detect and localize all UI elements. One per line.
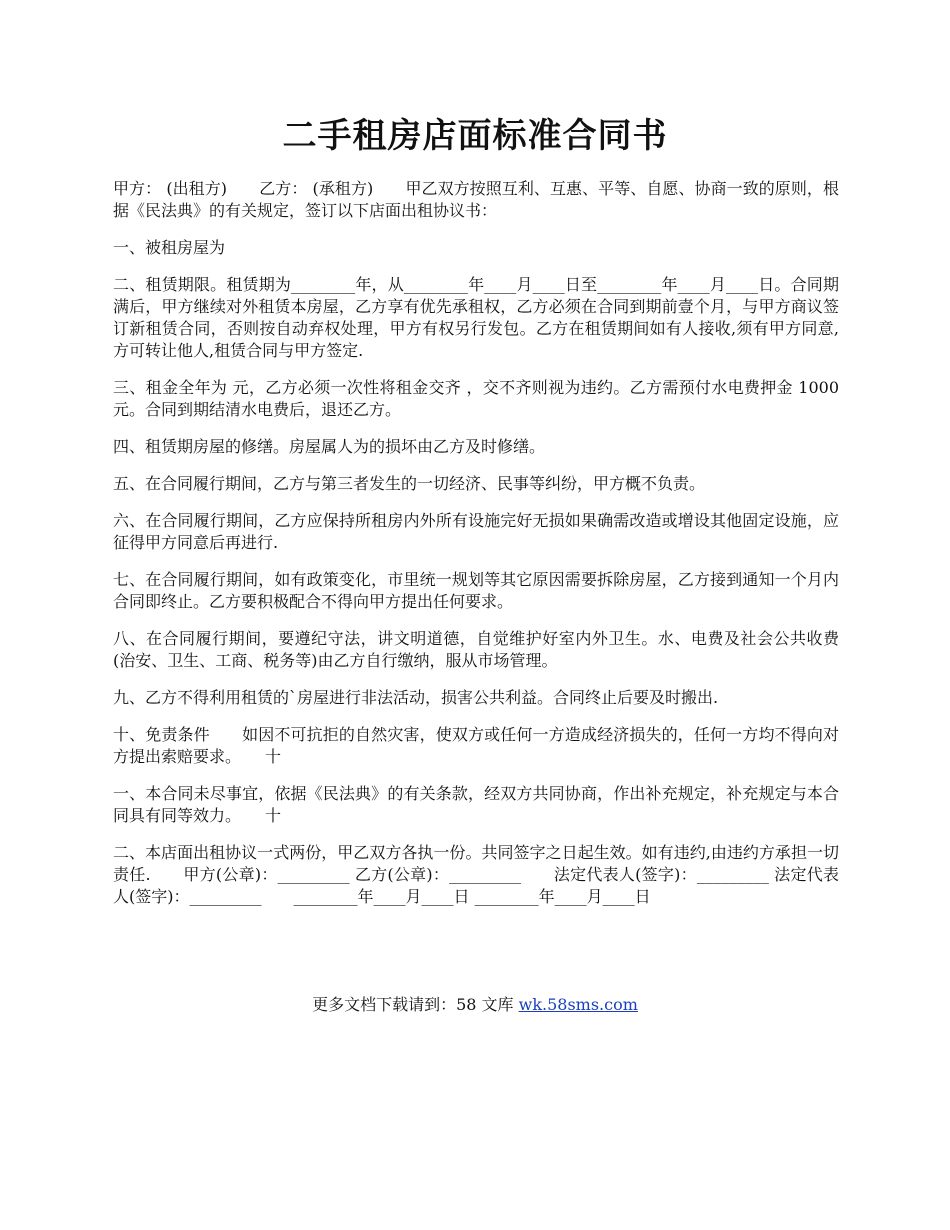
paragraph-clause-6: 六、在合同履行期间，乙方应保持所租房内外所有设施完好无损如果确需改造或增设其他固定设施，应征得甲方同意后再进行. [113,511,839,552]
paragraph-clause-4: 四、租赁期房屋的修缮。房屋属人为的损坏由乙方及时修缮。 [113,437,546,456]
paragraph-intro: 甲方： (出租方) 乙方： (承租方) 甲乙双方按照互利、互惠、平等、自愿、协商一致的原则，根据《民法典》的有关规定，签订以下店面出租协议书： [113,179,839,220]
footer [0,994,950,1016]
paragraph-clause-5: 五、在合同履行期间，乙方与第三者发生的一切经济、民事等纠纷，甲方概不负责。 [113,474,706,493]
paragraph-clause-3: 三、租金全年为 元，乙方必须一次性将租金交齐 ，交不齐则视为违约。乙方需预付水电费押金 1000 元。合同到期结清水电费后，退还乙方。 [113,378,839,419]
paragraph-clause-9: 九、乙方不得利用租赁的`房屋进行非法活动，损害公共利益。合同终止后要及时搬出. [113,688,719,707]
footer-link[interactable]: wk.58sms.com [518,995,638,1014]
paragraph-clause-7: 七、在合同履行期间，如有政策变化，市里统一规划等其它原因需要拆除房屋，乙方接到通知一个月内合同即终止。乙方要积极配合不得向甲方提出任何要求。 [113,570,839,611]
footer-text: 更多文档下载请到：58 文库 [312,995,519,1014]
paragraph-clause-11: 一、本合同未尽事宜，依据《民法典》的有关条款，经双方共同协商，作出补充规定，补充规定与本合同具有同等效力。 十 [113,784,839,825]
paragraph-clause-8: 八、在合同履行期间，要遵纪守法，讲文明道德，自觉维护好室内外卫生。水、电费及社会公共收费(治安、卫生、工商、税务等)由乙方自行缴纳，服从市场管理。 [113,629,839,670]
paragraph-clause-12-signatures: 二、本店面出租协议一式两份，甲乙双方各执一份。共同签字之日起生效。如有违约,由违约方承担一切责任. 甲方(公章)：_________ 乙方(公章)：_________ 法定代表人(签字)：_________ 法定代表人(签字)：_________ ________年____月____日 ________年____月____日 [113,843,839,906]
paragraph-clause-10: 十、免责条件 如因不可抗拒的自然灾害，使双方或任何一方造成经济损失的，任何一方均不得向对方提出索赔要求。 十 [113,725,839,766]
document-body [113,178,839,923]
paragraph-clause-1: 一、被租房屋为 [113,238,226,257]
document-title: 二手租房店面标准合同书 [282,116,668,156]
paragraph-clause-2: 二、租赁期限。租赁期为________年，从________年____月____日至________年____月____日。合同期满后，甲方继续对外租赁本房屋，乙方享有优先承租权，乙方必须在合同到期前壹个月，与甲方商议签订新租赁合同，否则按自动弃权处理，甲方有权另行发包。乙方在租赁期间如有人接收,须有甲方同意,方可转让他人,租赁合同与甲方签定. [113,275,839,360]
